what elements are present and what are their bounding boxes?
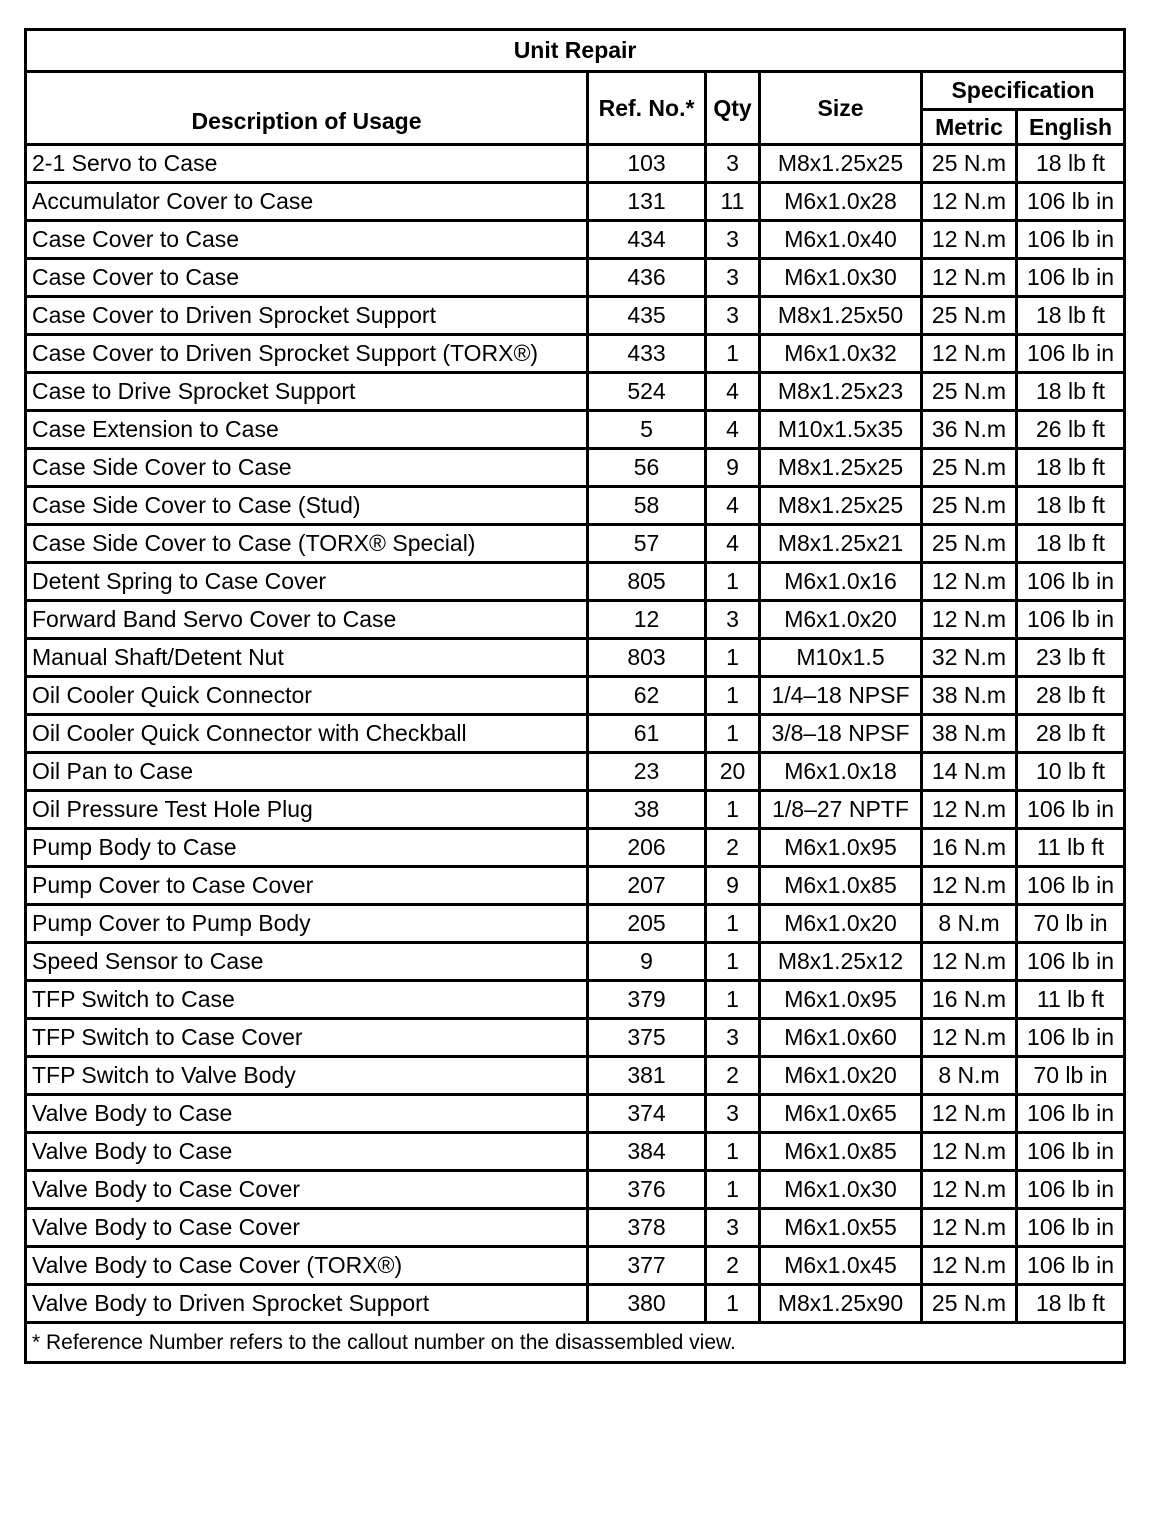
cell-qty: 3: [706, 297, 760, 335]
cell-ref-no: 38: [588, 791, 706, 829]
cell-english: 106 lb in: [1017, 563, 1125, 601]
header-specification: Specification: [922, 72, 1125, 110]
header-description: Description of Usage: [26, 72, 588, 145]
cell-ref-no: 379: [588, 981, 706, 1019]
cell-english: 70 lb in: [1017, 905, 1125, 943]
cell-qty: 1: [706, 1285, 760, 1323]
cell-qty: 11: [706, 183, 760, 221]
table-row: [26, 335, 1125, 373]
table-row: [26, 145, 1125, 183]
cell-ref-no: 206: [588, 829, 706, 867]
cell-english: 18 lb ft: [1017, 525, 1125, 563]
table-row: [26, 715, 1125, 753]
cell-english: 11 lb ft: [1017, 829, 1125, 867]
cell-english: 70 lb in: [1017, 1057, 1125, 1095]
table-row: [26, 1133, 1125, 1171]
cell-description: Oil Pressure Test Hole Plug: [26, 791, 588, 829]
table-row: [26, 639, 1125, 677]
cell-ref-no: 384: [588, 1133, 706, 1171]
cell-qty: 1: [706, 563, 760, 601]
cell-size: M10x1.5: [760, 639, 922, 677]
cell-size: 1/8–27 NPTF: [760, 791, 922, 829]
cell-ref-no: 9: [588, 943, 706, 981]
table-row: [26, 1247, 1125, 1285]
cell-metric: 12 N.m: [922, 943, 1017, 981]
cell-description: TFP Switch to Valve Body: [26, 1057, 588, 1095]
cell-description: Valve Body to Case Cover (TORX®): [26, 1247, 588, 1285]
cell-description: Case to Drive Sprocket Support: [26, 373, 588, 411]
cell-metric: 16 N.m: [922, 981, 1017, 1019]
table-row: [26, 981, 1125, 1019]
cell-qty: 1: [706, 677, 760, 715]
cell-description: TFP Switch to Case Cover: [26, 1019, 588, 1057]
table-row: [26, 487, 1125, 525]
cell-english: 106 lb in: [1017, 1171, 1125, 1209]
cell-metric: 25 N.m: [922, 525, 1017, 563]
cell-ref-no: 381: [588, 1057, 706, 1095]
cell-qty: 4: [706, 525, 760, 563]
cell-description: Manual Shaft/Detent Nut: [26, 639, 588, 677]
cell-size: M8x1.25x50: [760, 297, 922, 335]
cell-metric: 25 N.m: [922, 487, 1017, 525]
cell-ref-no: 62: [588, 677, 706, 715]
table-row: [26, 183, 1125, 221]
cell-ref-no: 380: [588, 1285, 706, 1323]
cell-english: 18 lb ft: [1017, 449, 1125, 487]
cell-metric: 38 N.m: [922, 715, 1017, 753]
cell-description: Case Cover to Case: [26, 259, 588, 297]
cell-description: Forward Band Servo Cover to Case: [26, 601, 588, 639]
cell-size: M6x1.0x16: [760, 563, 922, 601]
cell-english: 106 lb in: [1017, 791, 1125, 829]
cell-qty: 1: [706, 1171, 760, 1209]
cell-ref-no: 805: [588, 563, 706, 601]
cell-ref-no: 57: [588, 525, 706, 563]
cell-qty: 3: [706, 1019, 760, 1057]
cell-metric: 12 N.m: [922, 1247, 1017, 1285]
cell-english: 106 lb in: [1017, 1133, 1125, 1171]
cell-ref-no: 103: [588, 145, 706, 183]
cell-qty: 1: [706, 639, 760, 677]
cell-ref-no: 56: [588, 449, 706, 487]
cell-size: M6x1.0x95: [760, 829, 922, 867]
cell-qty: 4: [706, 487, 760, 525]
cell-description: TFP Switch to Case: [26, 981, 588, 1019]
cell-metric: 12 N.m: [922, 221, 1017, 259]
cell-metric: 12 N.m: [922, 1019, 1017, 1057]
cell-ref-no: 378: [588, 1209, 706, 1247]
cell-english: 18 lb ft: [1017, 1285, 1125, 1323]
cell-english: 106 lb in: [1017, 1095, 1125, 1133]
table-row: [26, 1171, 1125, 1209]
cell-qty: 3: [706, 259, 760, 297]
cell-description: 2-1 Servo to Case: [26, 145, 588, 183]
cell-qty: 9: [706, 867, 760, 905]
table-row: [26, 905, 1125, 943]
cell-ref-no: 205: [588, 905, 706, 943]
cell-size: M6x1.0x65: [760, 1095, 922, 1133]
cell-description: Valve Body to Case: [26, 1133, 588, 1171]
cell-size: M6x1.0x32: [760, 335, 922, 373]
cell-size: M8x1.25x25: [760, 449, 922, 487]
cell-description: Case Cover to Case: [26, 221, 588, 259]
table-row: [26, 829, 1125, 867]
cell-metric: 12 N.m: [922, 1133, 1017, 1171]
header-ref-no: Ref. No.*: [588, 72, 706, 145]
cell-english: 23 lb ft: [1017, 639, 1125, 677]
table-row: [26, 867, 1125, 905]
cell-description: Case Side Cover to Case (TORX® Special): [26, 525, 588, 563]
cell-ref-no: 131: [588, 183, 706, 221]
cell-metric: 8 N.m: [922, 1057, 1017, 1095]
cell-size: M6x1.0x20: [760, 601, 922, 639]
cell-description: Valve Body to Driven Sprocket Support: [26, 1285, 588, 1323]
table-row: [26, 677, 1125, 715]
cell-size: M8x1.25x25: [760, 487, 922, 525]
cell-ref-no: 12: [588, 601, 706, 639]
cell-size: M6x1.0x40: [760, 221, 922, 259]
cell-metric: 32 N.m: [922, 639, 1017, 677]
cell-size: M6x1.0x45: [760, 1247, 922, 1285]
cell-ref-no: 23: [588, 753, 706, 791]
cell-description: Pump Body to Case: [26, 829, 588, 867]
table-row: [26, 1095, 1125, 1133]
cell-metric: 25 N.m: [922, 145, 1017, 183]
header-size: Size: [760, 72, 922, 145]
cell-qty: 1: [706, 943, 760, 981]
cell-description: Case Side Cover to Case (Stud): [26, 487, 588, 525]
cell-english: 106 lb in: [1017, 1247, 1125, 1285]
cell-english: 106 lb in: [1017, 1209, 1125, 1247]
cell-size: M6x1.0x20: [760, 1057, 922, 1095]
cell-qty: 1: [706, 335, 760, 373]
cell-english: 28 lb ft: [1017, 677, 1125, 715]
cell-size: 3/8–18 NPSF: [760, 715, 922, 753]
cell-size: M6x1.0x28: [760, 183, 922, 221]
cell-qty: 20: [706, 753, 760, 791]
cell-english: 106 lb in: [1017, 1019, 1125, 1057]
table-row: [26, 601, 1125, 639]
cell-qty: 1: [706, 1133, 760, 1171]
cell-description: Valve Body to Case: [26, 1095, 588, 1133]
cell-size: M6x1.0x30: [760, 259, 922, 297]
cell-size: M6x1.0x85: [760, 867, 922, 905]
table-row: [26, 943, 1125, 981]
cell-description: Oil Cooler Quick Connector: [26, 677, 588, 715]
header-english: English: [1017, 110, 1125, 145]
header-qty: Qty: [706, 72, 760, 145]
cell-ref-no: 435: [588, 297, 706, 335]
table-body: [26, 145, 1125, 1323]
cell-description: Detent Spring to Case Cover: [26, 563, 588, 601]
cell-metric: 8 N.m: [922, 905, 1017, 943]
cell-qty: 2: [706, 829, 760, 867]
cell-description: Pump Cover to Pump Body: [26, 905, 588, 943]
cell-qty: 3: [706, 601, 760, 639]
cell-english: 106 lb in: [1017, 867, 1125, 905]
cell-metric: 12 N.m: [922, 183, 1017, 221]
table-row: [26, 221, 1125, 259]
table-row: [26, 791, 1125, 829]
cell-ref-no: 376: [588, 1171, 706, 1209]
footnote: * Reference Number refers to the callout number on the disassembled view.: [26, 1323, 1125, 1363]
cell-english: 106 lb in: [1017, 335, 1125, 373]
cell-english: 106 lb in: [1017, 221, 1125, 259]
cell-ref-no: 434: [588, 221, 706, 259]
table-row: [26, 525, 1125, 563]
cell-qty: 4: [706, 411, 760, 449]
table-row: [26, 563, 1125, 601]
torque-spec-table: [24, 28, 1126, 1364]
cell-description: Case Side Cover to Case: [26, 449, 588, 487]
cell-metric: 12 N.m: [922, 867, 1017, 905]
cell-qty: 9: [706, 449, 760, 487]
cell-qty: 3: [706, 1209, 760, 1247]
cell-size: M8x1.25x90: [760, 1285, 922, 1323]
cell-english: 10 lb ft: [1017, 753, 1125, 791]
table-row: [26, 1285, 1125, 1323]
cell-metric: 12 N.m: [922, 1171, 1017, 1209]
cell-metric: 25 N.m: [922, 297, 1017, 335]
cell-metric: 14 N.m: [922, 753, 1017, 791]
cell-description: Case Extension to Case: [26, 411, 588, 449]
cell-size: M6x1.0x30: [760, 1171, 922, 1209]
cell-metric: 25 N.m: [922, 449, 1017, 487]
table-row: [26, 297, 1125, 335]
cell-description: Valve Body to Case Cover: [26, 1209, 588, 1247]
cell-qty: 3: [706, 145, 760, 183]
cell-english: 18 lb ft: [1017, 145, 1125, 183]
cell-ref-no: 524: [588, 373, 706, 411]
cell-description: Oil Pan to Case: [26, 753, 588, 791]
cell-english: 106 lb in: [1017, 601, 1125, 639]
cell-ref-no: 374: [588, 1095, 706, 1133]
cell-english: 26 lb ft: [1017, 411, 1125, 449]
cell-ref-no: 207: [588, 867, 706, 905]
cell-metric: 16 N.m: [922, 829, 1017, 867]
table-row: [26, 1209, 1125, 1247]
cell-qty: 4: [706, 373, 760, 411]
cell-ref-no: 375: [588, 1019, 706, 1057]
cell-ref-no: 58: [588, 487, 706, 525]
cell-metric: 12 N.m: [922, 1095, 1017, 1133]
cell-metric: 12 N.m: [922, 1209, 1017, 1247]
cell-size: M6x1.0x18: [760, 753, 922, 791]
cell-metric: 12 N.m: [922, 791, 1017, 829]
cell-english: 28 lb ft: [1017, 715, 1125, 753]
cell-description: Speed Sensor to Case: [26, 943, 588, 981]
cell-metric: 25 N.m: [922, 1285, 1017, 1323]
cell-metric: 38 N.m: [922, 677, 1017, 715]
table-row: [26, 753, 1125, 791]
cell-qty: 2: [706, 1247, 760, 1285]
cell-qty: 1: [706, 981, 760, 1019]
cell-size: M10x1.5x35: [760, 411, 922, 449]
cell-qty: 1: [706, 905, 760, 943]
cell-metric: 25 N.m: [922, 373, 1017, 411]
cell-size: M6x1.0x95: [760, 981, 922, 1019]
cell-size: M8x1.25x23: [760, 373, 922, 411]
cell-ref-no: 377: [588, 1247, 706, 1285]
cell-metric: 12 N.m: [922, 601, 1017, 639]
table-row: [26, 373, 1125, 411]
cell-size: M6x1.0x20: [760, 905, 922, 943]
cell-size: M8x1.25x25: [760, 145, 922, 183]
table-row: [26, 1019, 1125, 1057]
cell-english: 106 lb in: [1017, 183, 1125, 221]
cell-ref-no: 436: [588, 259, 706, 297]
cell-description: Pump Cover to Case Cover: [26, 867, 588, 905]
cell-description: Case Cover to Driven Sprocket Support: [26, 297, 588, 335]
cell-ref-no: 61: [588, 715, 706, 753]
table-title: Unit Repair: [26, 30, 1125, 72]
cell-english: 18 lb ft: [1017, 487, 1125, 525]
cell-ref-no: 5: [588, 411, 706, 449]
cell-metric: 12 N.m: [922, 335, 1017, 373]
cell-metric: 12 N.m: [922, 259, 1017, 297]
cell-size: M8x1.25x21: [760, 525, 922, 563]
cell-qty: 3: [706, 221, 760, 259]
cell-size: 1/4–18 NPSF: [760, 677, 922, 715]
cell-metric: 36 N.m: [922, 411, 1017, 449]
cell-qty: 3: [706, 1095, 760, 1133]
table-row: [26, 259, 1125, 297]
cell-qty: 2: [706, 1057, 760, 1095]
cell-ref-no: 433: [588, 335, 706, 373]
cell-size: M8x1.25x12: [760, 943, 922, 981]
table-row: [26, 449, 1125, 487]
cell-qty: 1: [706, 791, 760, 829]
cell-qty: 1: [706, 715, 760, 753]
cell-description: Valve Body to Case Cover: [26, 1171, 588, 1209]
table-row: [26, 1057, 1125, 1095]
table-row: [26, 411, 1125, 449]
cell-ref-no: 803: [588, 639, 706, 677]
cell-size: M6x1.0x85: [760, 1133, 922, 1171]
cell-description: Oil Cooler Quick Connector with Checkball: [26, 715, 588, 753]
cell-english: 18 lb ft: [1017, 373, 1125, 411]
cell-description: Accumulator Cover to Case: [26, 183, 588, 221]
cell-english: 106 lb in: [1017, 943, 1125, 981]
cell-english: 106 lb in: [1017, 259, 1125, 297]
cell-size: M6x1.0x60: [760, 1019, 922, 1057]
header-metric: Metric: [922, 110, 1017, 145]
cell-description: Case Cover to Driven Sprocket Support (TORX®): [26, 335, 588, 373]
cell-metric: 12 N.m: [922, 563, 1017, 601]
cell-english: 11 lb ft: [1017, 981, 1125, 1019]
cell-english: 18 lb ft: [1017, 297, 1125, 335]
cell-size: M6x1.0x55: [760, 1209, 922, 1247]
